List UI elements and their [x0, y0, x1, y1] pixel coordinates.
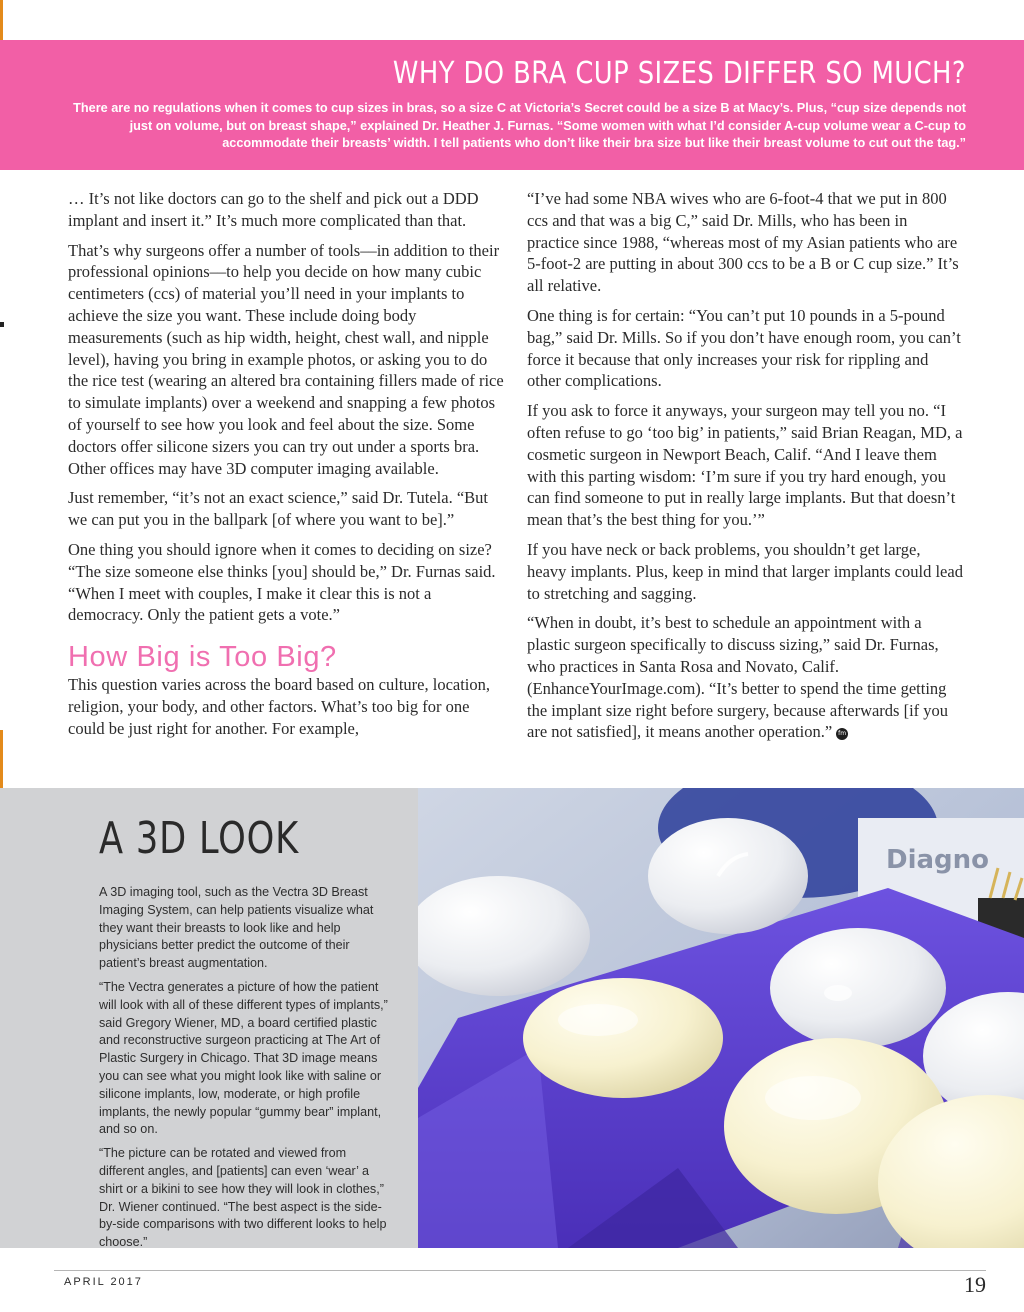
right-paragraph: “I’ve had some NBA wives who are 6-foot-4 that we put in 800 ccs and that was a big C,” said Dr. Mills, who has been in practice since 1988, “whereas most of my Asian patients who are 5-foot-2 are putting in about 300 ccs to be a B or C cup size.” It’s all relative.: [527, 189, 959, 296]
right-paragraph-last: [527, 612, 963, 743]
article-right-column: [527, 188, 963, 751]
left-paragraph: That’s why surgeons offer a number of tools––in addition to their professional opinions––to help you decide on how many cubic centimeters (ccs) of material you’ll need in your implants to achieve the size you want. These include doing body measurements (such as hip width, height, chest wall, and nipple level), having you bring in example photos, or asking you to do the rice test (wearing an altered bra containing fillers made of rice to simulate implants) over a weekend and snapping a few photos of yourself to see how you look and feel about the size. Some doctors offer silicone sizers you can try out under a sports bra. Other offices may have 3D computer imaging available.: [68, 240, 504, 478]
background-sign-text: Diagno: [886, 845, 990, 875]
left-paragraph: This question varies across the board based on culture, location, religion, your body, and other factors. What’s too big for one could be just right for another. For example,: [68, 675, 491, 738]
banner-text: There are no regulations when it comes to cup sizes in bras, so a size C at Victoria’s Secret could be a size B at Macy’s. Plus, “cup size depends not just on volume, but on breast shape,” explained Dr. Heather J. Furnas. “Some women with what I’d consider A-cup volume wear a C-cup to accommodate their breasts’ width. I tell patients who don’t like their bra size but like their breast volume to cut out the tag.”: [73, 101, 966, 150]
sidebar-title: A 3D LOOK: [99, 813, 300, 864]
left-paragraph: … It’s not like doctors can go to the shelf and pick out a DDD implant and insert it.” It’s much more complicated than that.: [68, 189, 479, 230]
footer-rule: [54, 1270, 986, 1271]
implants-photo: [418, 788, 1024, 1248]
section-subhead: How Big is Too Big?: [68, 641, 337, 674]
3d-look-sidebar: [0, 788, 418, 1248]
end-of-article-icon: fm: [836, 728, 848, 740]
right-paragraph: One thing is for certain: “You can’t put 10 pounds in a 5-pound bag,” said Dr. Mills. So if you don’t have enough room, you can’t force it because that only increases your risk for rippling and other complications.: [527, 305, 961, 391]
page-number: 19: [964, 1272, 986, 1297]
right-paragraph: If you ask to force it anyways, your surgeon may tell you no. “I often refuse to go ‘too big’ in patients,” said Brian Reagan, MD, a cosmetic surgeon in Newport Beach, Calif. “And I leave them with this parting wisdom: ‘I’m sure if you try hard enough, you can find someone to put in really large implants. But that doesn’t mean that’s the best thing for you.’”: [527, 401, 963, 530]
left-edge-orange-mark-bottom: [0, 730, 3, 790]
implants-illustration: [418, 788, 1024, 1248]
sidebar-paragraph: A 3D imaging tool, such as the Vectra 3D Breast Imaging System, can help patients visualize what they want their breasts to look like and help physicians better predict the outcome of their patient’s breast augmentation.: [99, 885, 374, 971]
article-left-column: [68, 188, 504, 748]
sidebar-paragraph: “The Vectra generates a picture of how the patient will look with all of these different types of implants,” said Gregory Wiener, MD, a board certified plastic and reconstructive surgeon practicing at The Art of Plastic Surgery in Chicago. That 3D image means you can see what you might look like with saline or silicone implants, low, moderate, or high profile implants, the newly popular “gummy bear” implant, and so on.: [99, 979, 388, 1137]
banner-title: WHY DO BRA CUP SIZES DIFFER SO MUCH?: [392, 56, 966, 91]
left-edge-tick-mark: [0, 322, 4, 327]
right-paragraph: If you have neck or back problems, you shouldn’t get large, heavy implants. Plus, keep in mind that larger implants could lead to stretching and sagging.: [527, 539, 963, 603]
left-paragraph: Just remember, “it’s not an exact science,” said Dr. Tutela. “But we can put you in the ballpark [of where you want to be].”: [68, 488, 488, 530]
pink-sidebar-banner: [0, 40, 1024, 170]
footer-date: APRIL 2017: [64, 1276, 143, 1288]
left-edge-orange-mark-top: [0, 0, 3, 40]
last-paragraph-text: “When in doubt, it’s best to schedule an appointment with a plastic surgeon specifically to discuss sizing,” said Dr. Furnas, who practices in Santa Rosa and Novato, Calif. (EnhanceYourImage.com). “It’s better to spend the time getting the implant size right before surgery, because afterwards [if you are not satisfied], it means another operation.”: [527, 613, 949, 742]
left-paragraph: One thing you should ignore when it comes to deciding on size? “The size someone else thinks [you] should be,” Dr. Furnas said. “When I meet with couples, I make it clear this is not a democracy. Only the patient gets a vote.”: [68, 539, 496, 625]
sidebar-paragraph: “The picture can be rotated and viewed from different angles, and [patients] can even ‘wear’ a shirt or a bikini to see how they will look in clothes,” Dr. Wiener continued. “The best aspect is the side-by-side comparisons with two different looks to help choose.”: [99, 1146, 387, 1250]
